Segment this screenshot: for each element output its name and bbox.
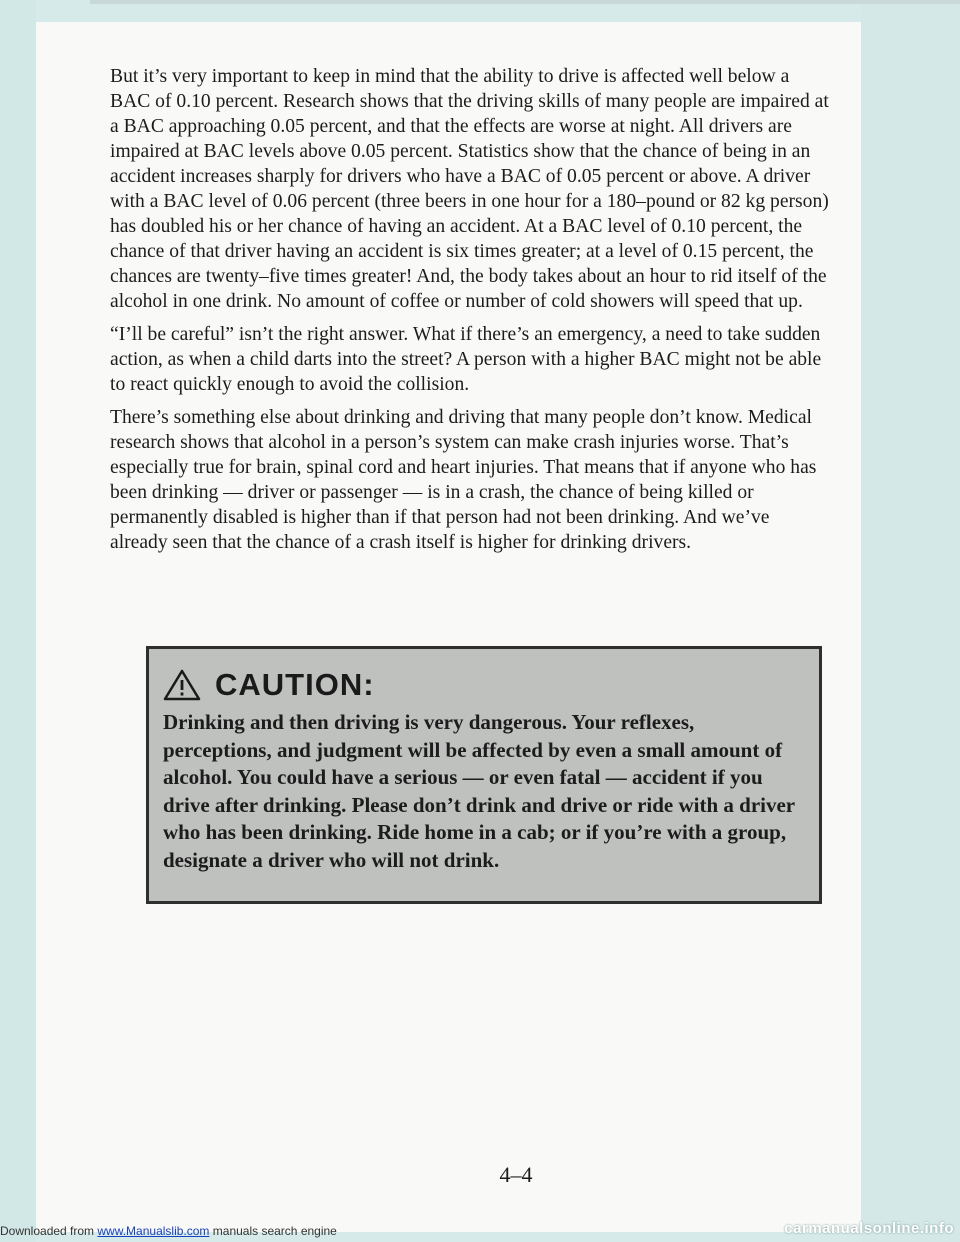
footer-suffix: manuals search engine bbox=[209, 1224, 337, 1238]
caution-title: CAUTION: bbox=[215, 667, 375, 702]
page-top-edge bbox=[90, 0, 960, 4]
warning-triangle-icon bbox=[163, 669, 201, 701]
paragraph-crash-injuries: There’s something else about drinking and driving that many people don’t know. Medical research shows that alcohol in a person’s system can make crash injuries worse. That’s especially true for brain, spinal cord and heart injuries. That means that if anyone who has been drinking — driver or passenger — is in a crash, the chance of being killed or permanently disabled is higher than if that person had not been drinking. And we’ve already seen that the chance of a crash itself is higher for drinking drivers. bbox=[110, 407, 817, 553]
watermark: carmanualsonline.info bbox=[784, 1220, 954, 1237]
body-text bbox=[110, 64, 832, 563]
paragraph-bac-levels: But it’s very important to keep in mind that the ability to drive is affected well below a BAC of 0.10 percent. Research shows that the driving skills of many people are impaired at a BAC approaching 0.05 percent, and that the effects are worse at night. All drivers are impaired at BAC levels above 0.05 percent. Statistics show that the chance of being in an accident increases sharply for drivers who have a BAC of 0.05 percent or above. A driver with a BAC level of 0.06 percent (three beers in one hour for a 180–pound or 82 kg person) has doubled his or her chance of having an accident. At a BAC level of 0.10 percent, the chance of that driver having an accident is six times greater; at a level of 0.15 percent, the chances are twenty–five times greater! And, the body takes about an hour to rid itself of the alcohol in one drink. No amount of coffee or number of cold showers will speed that up. bbox=[110, 66, 829, 312]
download-footer bbox=[0, 1224, 337, 1238]
page-number: 4–4 bbox=[499, 1162, 533, 1187]
caution-box bbox=[146, 646, 822, 904]
page-margin-right bbox=[861, 0, 960, 1242]
paragraph-ill-be-careful: “I’ll be careful” isn’t the right answer. What if there’s an emergency, a need to take sudden action, as when a child darts into the street? A person with a higher BAC might not be able to react quickly enough to avoid the collision. bbox=[110, 324, 822, 395]
caution-header bbox=[163, 667, 801, 703]
caution-text: Drinking and then driving is very dangerous. Your reflexes, perceptions, and judgment will be affected by even a small amount of alcohol. You could have a serious — or even fatal — accident if you drive after drinking. Please don’t drink and drive or ride with a driver who has been drinking. Ride home in a cab; or if you’re with a group, designate a driver who will not drink. bbox=[163, 710, 795, 872]
manualslib-link[interactable]: www.Manualslib.com bbox=[97, 1224, 210, 1238]
footer-prefix: Downloaded from bbox=[0, 1224, 98, 1238]
page-margin-left bbox=[0, 0, 36, 1242]
